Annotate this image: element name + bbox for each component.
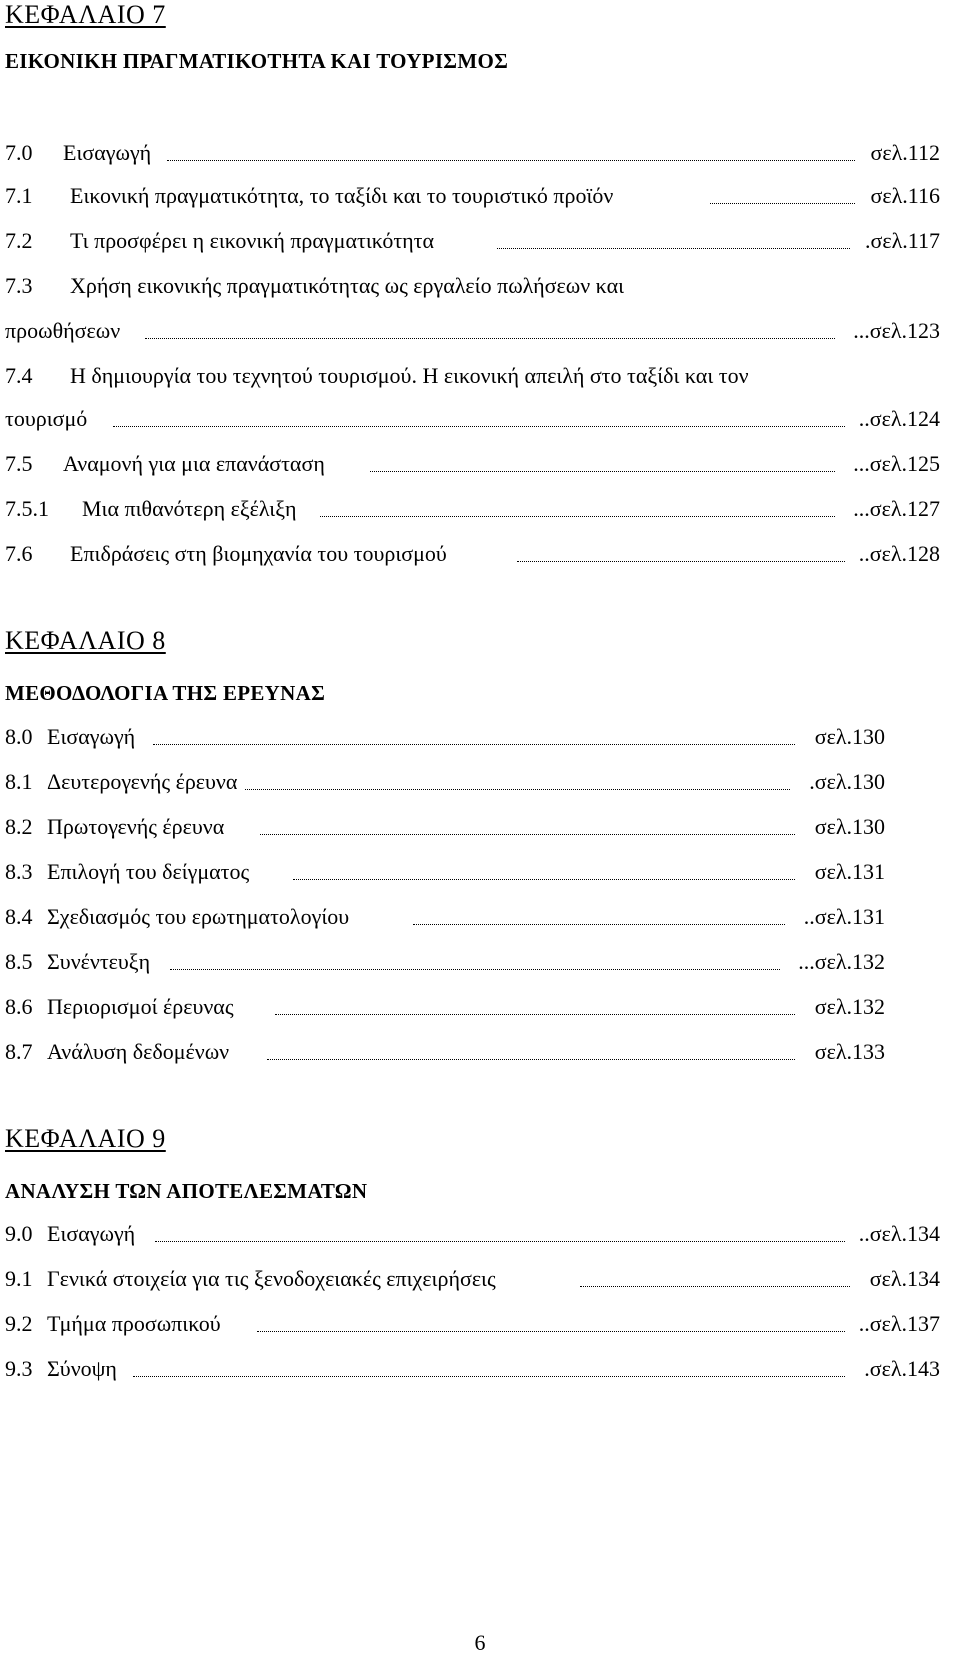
entry-title-continued: τουρισμό [5, 406, 88, 431]
dot-leader [133, 1376, 845, 1377]
toc-entry [5, 767, 945, 797]
dot-leader [413, 924, 785, 925]
entry-title: Τι προσφέρει η εικονική πραγματικότητα [70, 228, 435, 253]
entry-number: 8.2 [5, 814, 33, 839]
entry-page: σελ.130 [814, 724, 885, 749]
dot-leader [170, 969, 780, 970]
chapter-8-subtitle: ΜΕΘΟΔΟΛΟΓΙΑ ΤΗΣ ΕΡΕΥΝΑΣ [5, 681, 326, 705]
toc-entry [5, 992, 945, 1022]
entry-number: 7.3 [5, 273, 33, 298]
entry-title: Η δημιουργία του τεχνητού τουρισμού. Η εικονική απειλή στο ταξίδι και τον [70, 363, 749, 388]
dot-leader [320, 516, 835, 517]
toc-entry [5, 494, 945, 524]
entry-number: 8.4 [5, 904, 33, 929]
dot-leader [517, 561, 845, 562]
entry-title: Σχεδιασμός του ερωτηματολογίου [47, 904, 350, 929]
entry-title: Πρωτογενής έρευνα [47, 814, 225, 839]
entry-number: 7.4 [5, 363, 33, 388]
entry-page: σελ.131 [814, 859, 885, 884]
entry-page: ..σελ.131 [803, 904, 885, 929]
dot-leader [370, 471, 835, 472]
entry-title: Χρήση εικονικής πραγματικότητας ως εργαλείο πωλήσεων και [70, 273, 625, 298]
entry-page: ...σελ.132 [798, 949, 885, 974]
toc-entry [5, 1219, 945, 1249]
toc-entry [5, 138, 945, 168]
chapter-8-heading: ΚΕΦΑΛΑΙΟ 8 [5, 626, 166, 655]
toc-entry-continuation [5, 316, 945, 346]
entry-number: 9.0 [5, 1221, 33, 1246]
entry-title-continued: προωθήσεων [5, 318, 121, 343]
entry-title: Εισαγωγή [47, 724, 136, 749]
toc-entry [5, 1309, 945, 1339]
dot-leader [257, 1331, 845, 1332]
entry-number: 8.7 [5, 1039, 33, 1064]
toc-entry [5, 722, 945, 752]
entry-title: Ανάλυση δεδομένων [47, 1039, 230, 1064]
entry-number: 7.2 [5, 228, 33, 253]
toc-entry [5, 902, 945, 932]
entry-title: Γενικά στοιχεία για τις ξενοδοχειακές επιχειρήσεις [47, 1266, 496, 1291]
toc-entry [5, 857, 945, 887]
dot-leader [155, 1241, 845, 1242]
entry-number: 8.3 [5, 859, 33, 884]
entry-number: 9.2 [5, 1311, 33, 1336]
dot-leader [710, 203, 855, 204]
entry-title: Περιορισμοί έρευνας [47, 994, 234, 1019]
entry-page: .σελ.117 [865, 228, 940, 253]
entry-number: 9.1 [5, 1266, 33, 1291]
toc-entry [5, 449, 945, 479]
toc-entry [5, 361, 945, 391]
dot-leader [167, 160, 855, 161]
entry-number: 8.5 [5, 949, 33, 974]
entry-page: σελ.134 [869, 1266, 940, 1291]
chapter-7-subtitle: ΕΙΚΟΝΙΚΗ ΠΡΑΓΜΑΤΙΚΟΤΗΤΑ ΚΑΙ ΤΟΥΡΙΣΜΟΣ [5, 49, 509, 73]
entry-title: Σύνοψη [47, 1356, 117, 1381]
entry-page: σελ.132 [814, 994, 885, 1019]
entry-page: ..σελ.124 [858, 406, 940, 431]
entry-title: Επιλογή του δείγματος [47, 859, 250, 884]
entry-title: Τμήμα προσωπικού [47, 1311, 221, 1336]
toc-entry [5, 226, 945, 256]
toc-entry [5, 1037, 945, 1067]
entry-page: σελ.130 [814, 814, 885, 839]
dot-leader [267, 1059, 795, 1060]
toc-entry [5, 271, 945, 301]
entry-title: Δευτερογενής έρευνα [47, 769, 238, 794]
entry-number: 8.0 [5, 724, 33, 749]
entry-number: 7.0 [5, 140, 33, 165]
toc-entry [5, 1354, 945, 1384]
dot-leader [275, 1014, 795, 1015]
entry-page: σελ.116 [870, 183, 940, 208]
toc-entry [5, 1264, 945, 1294]
toc-entry [5, 539, 945, 569]
toc-entry [5, 947, 945, 977]
dot-leader [113, 426, 845, 427]
entry-number: 8.1 [5, 769, 33, 794]
dot-leader [145, 338, 835, 339]
entry-page: ..σελ.137 [858, 1311, 940, 1336]
entry-title: Αναμονή για μια επανάσταση [63, 451, 325, 476]
entry-page: ..σελ.134 [858, 1221, 940, 1246]
entry-page: ...σελ.123 [853, 318, 940, 343]
dot-leader [153, 744, 795, 745]
chapter-7-heading: ΚΕΦΑΛΑΙΟ 7 [5, 0, 166, 29]
toc-entry [5, 181, 945, 211]
toc-entry-continuation [5, 404, 945, 434]
entry-number: 7.5 [5, 451, 33, 476]
entry-number: 9.3 [5, 1356, 33, 1381]
chapter-9-subtitle: ΑΝΑΛΥΣΗ ΤΩΝ ΑΠΟΤΕΛΕΣΜΑΤΩΝ [5, 1179, 368, 1203]
dot-leader [260, 834, 795, 835]
dot-leader [497, 248, 850, 249]
entry-page: .σελ.130 [809, 769, 885, 794]
entry-title: Εισαγωγή [47, 1221, 136, 1246]
entry-page: ...σελ.127 [853, 496, 940, 521]
entry-title: Εικονική πραγματικότητα, το ταξίδι και το τουριστικό προϊόν [70, 183, 614, 208]
entry-number: 7.6 [5, 541, 33, 566]
toc-entry [5, 812, 945, 842]
entry-number: 7.1 [5, 183, 33, 208]
chapter-9-heading: ΚΕΦΑΛΑΙΟ 9 [5, 1124, 166, 1153]
entry-number: 8.6 [5, 994, 33, 1019]
page-number: 6 [474, 1630, 486, 1655]
entry-title: Συνέντευξη [47, 949, 151, 974]
entry-number: 7.5.1 [5, 496, 49, 521]
dot-leader [245, 789, 790, 790]
entry-title: Εισαγωγή [63, 140, 152, 165]
entry-title: Επιδράσεις στη βιομηχανία του τουρισμού [70, 541, 447, 566]
entry-page: ..σελ.128 [858, 541, 940, 566]
dot-leader [580, 1286, 850, 1287]
entry-page: σελ.133 [814, 1039, 885, 1064]
dot-leader [293, 879, 795, 880]
entry-page: ...σελ.125 [853, 451, 940, 476]
entry-page: .σελ.143 [864, 1356, 940, 1381]
entry-page: σελ.112 [870, 140, 940, 165]
entry-title: Μια πιθανότερη εξέλιξη [82, 496, 297, 521]
